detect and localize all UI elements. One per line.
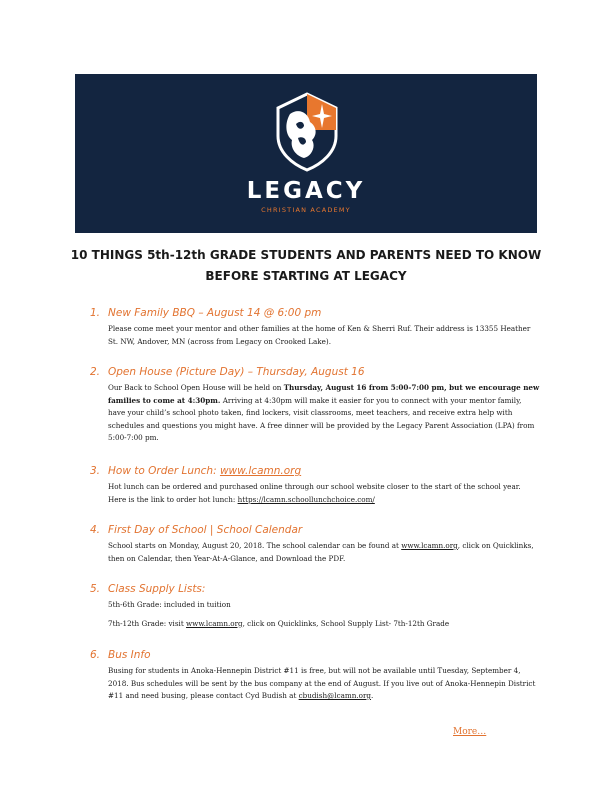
body-text: Hot lunch can be ordered and purchased online through our school website closer to the start of the school year. Here is the link to order hot lunch: — [108, 482, 521, 504]
item-title-text: Open House (Picture Day) – Thursday, August 16 — [108, 366, 365, 378]
item-title — [90, 649, 540, 661]
page-title-line-2: BEFORE STARTING AT LEGACY — [205, 269, 407, 283]
item-title-text: First Day of School | School Calendar — [108, 524, 303, 536]
list-item — [90, 649, 540, 703]
body-text: School starts on Monday, August 20, 2018. The school calendar can be found at — [108, 541, 402, 550]
lion-crest-logo — [272, 90, 342, 172]
item-number: 1. — [90, 307, 101, 319]
body-text: , click on Quicklinks, then on Calendar, then Year-At-A-Glance, and Download the PDF. — [108, 541, 534, 563]
item-body: Please come meet your mentor and other families at the home of Ken & Sherri Ruf. Their address is 13355 Heather St. NW, Andover, MN (across from Legacy on Crooked Lake). — [108, 324, 531, 346]
lunch-order-link[interactable]: https://lcamn.schoollunchchoice.com/ — [237, 494, 375, 504]
item-number: 3. — [90, 465, 101, 477]
item-body — [108, 481, 540, 506]
body-text: Arriving at 4:30pm will make it easier for you to connect with your mentor family, have your child’s school photo taken, find lockers, visit classrooms, meet teachers, and receive extra help with schedules and questions you might have. A free dinner will be provided by the Legacy Parent Association (LPA) from 5:00-7:00 pm. — [108, 395, 535, 442]
list-item — [90, 583, 540, 630]
list-item — [90, 366, 540, 445]
list-item — [90, 524, 540, 565]
list-item — [90, 307, 540, 348]
website-link[interactable]: www.lcamn.org — [186, 618, 243, 628]
item-body — [108, 665, 540, 703]
more-link[interactable]: More… — [453, 727, 487, 737]
item-number: 5. — [90, 583, 101, 595]
brand-subtitle: CHRISTIAN ACADEMY — [261, 206, 351, 214]
item-title — [90, 465, 540, 477]
supply-line-5-6: 5th-6th Grade: included in tuition — [108, 600, 231, 609]
website-link[interactable]: www.lcamn.org — [219, 465, 302, 477]
body-text: Our Back to School Open House will be held on — [108, 383, 284, 392]
item-body — [108, 599, 540, 630]
email-link[interactable]: cbudish@lcamn.org — [298, 691, 372, 700]
item-number: 4. — [90, 524, 101, 536]
body-text: , click on Quicklinks, School Supply List- 7th-12th Grade — [242, 618, 450, 628]
website-link[interactable]: www.lcamn.org — [401, 541, 458, 550]
item-title-text: How to Order Lunch: — [108, 465, 220, 477]
body-text: Busing for students in Anoka-Hennepin District #11 is free, but will not be available until Tuesday, September 4, 2018. Bus schedules will be sent by the bus company at the end of August. If you live out of Anoka-Hennepin District #11 and need busing, please contact Cyd Budish at — [108, 666, 536, 700]
body-bold-text: Thursday, August 16 from 5:00-7:00 pm, but we encourage new families to come at 4:30pm. — [108, 383, 540, 405]
body-text: 7th-12th Grade: visit — [108, 618, 187, 628]
item-number: 6. — [90, 649, 101, 661]
item-title-text: Class Supply Lists: — [108, 583, 206, 595]
list-item — [90, 465, 540, 506]
item-number: 2. — [90, 366, 101, 378]
brand-name: LEGACY — [246, 178, 366, 204]
item-title — [90, 366, 540, 378]
page-title-line-1: 10 THINGS 5th-12th GRADE STUDENTS AND PARENTS NEED TO KNOW — [70, 248, 542, 262]
item-body — [108, 540, 540, 565]
item-title — [90, 583, 540, 595]
item-title — [90, 524, 540, 536]
body-text: . — [371, 691, 374, 700]
item-title — [90, 307, 540, 319]
supply-line-7-12 — [108, 618, 540, 631]
item-title-text: New Family BBQ – August 14 @ 6:00 pm — [108, 307, 322, 319]
item-body — [108, 382, 540, 445]
item-title-text: Bus Info — [108, 649, 151, 661]
header-banner — [75, 74, 537, 233]
